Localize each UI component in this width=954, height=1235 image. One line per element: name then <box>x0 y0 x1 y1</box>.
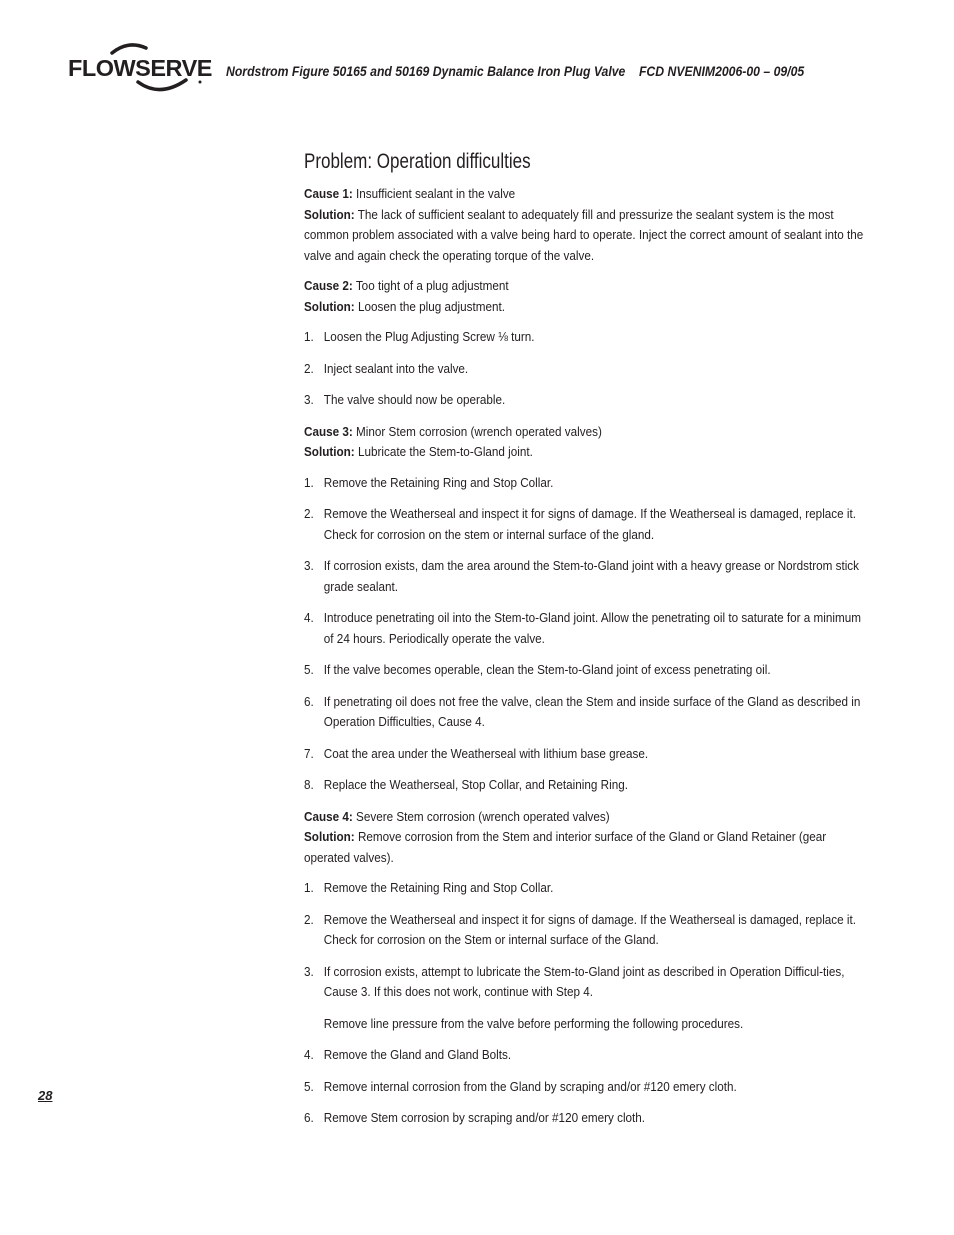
step-text: Loosen the Plug Adjusting Screw ⅛ turn. <box>323 329 535 344</box>
list-item <box>304 775 865 796</box>
step-text: Remove the Weatherseal and inspect it for signs of damage. If the Weatherseal is damaged, replace it. Check for corrosion on the stem or internal surface of the gland. <box>323 506 857 542</box>
solution-label: Solution: <box>304 829 355 844</box>
list-item <box>304 660 865 681</box>
content-body <box>304 148 865 1140</box>
cause-3-steps <box>304 473 865 796</box>
list-item <box>304 1045 865 1066</box>
step-text: If corrosion exists, attempt to lubricate the Stem-to-Gland joint as described in Operation Difficul-ties, Cause 3. If this does not work, continue with Step 4. <box>323 963 845 999</box>
list-item <box>304 504 865 545</box>
cause-2 <box>304 276 865 317</box>
cause-4-steps-a <box>304 878 865 1003</box>
list-item <box>304 910 865 951</box>
list-item <box>304 1077 865 1098</box>
list-item <box>304 556 865 597</box>
step-text: If penetrating oil does not free the valve, clean the Stem and inside surface of the Gland as described in Operation Difficulties, Cause 4. <box>323 693 861 729</box>
section-title: Problem: Operation difficulties <box>304 150 531 173</box>
list-item <box>304 1108 865 1129</box>
step-number: 6. <box>304 1110 314 1125</box>
list-item <box>304 962 865 1003</box>
solution-line <box>304 442 865 463</box>
cause-4-steps-b <box>304 1045 865 1129</box>
cause-4 <box>304 807 865 869</box>
page-number: 28 <box>38 1088 53 1103</box>
cause-line <box>304 422 865 443</box>
cause-1 <box>304 184 865 266</box>
step-text: Remove the Gland and Gland Bolts. <box>323 1047 512 1062</box>
cause-label: Cause 3: <box>304 423 353 439</box>
cause-text: Too tight of a plug adjustment <box>355 278 509 293</box>
step-number: 1. <box>304 880 314 895</box>
step-number: 2. <box>304 506 314 521</box>
step-text: Replace the Weatherseal, Stop Collar, and Retaining Ring. <box>323 777 628 792</box>
step-number: 1. <box>304 474 314 490</box>
cause-label: Cause 4: <box>304 808 353 824</box>
step-text: If corrosion exists, dam the area around the Stem-to-Gland joint with a heavy grease or Nordstrom stick grade sealant. <box>323 558 859 594</box>
solution-text: The lack of sufficient sealant to adequately fill and pressurize the sealant system is the most common problem associated with a valve being hard to operate. Inject the correct amount of sealant into the valve and again check the operating torque of the valve. <box>304 206 864 263</box>
step-number: 4. <box>304 610 314 625</box>
step-text: Remove Stem corrosion by scraping and/or #120 emery cloth. <box>323 1110 646 1125</box>
cause-text: Insufficient sealant in the valve <box>356 186 516 201</box>
cause-line <box>304 807 865 828</box>
solution-label: Solution: <box>304 444 355 459</box>
step-text: If the valve becomes operable, clean the Stem-to-Gland joint of excess penetrating oil. <box>323 662 771 677</box>
cause-3 <box>304 422 865 463</box>
step-number: 2. <box>304 911 314 927</box>
solution-text: Lubricate the Stem-to-Gland joint. <box>357 444 533 459</box>
list-item <box>304 608 865 649</box>
step-number: 4. <box>304 1047 314 1062</box>
step-text: Remove the Retaining Ring and Stop Collar. <box>323 474 554 490</box>
cause-line <box>304 184 865 205</box>
cause-label: Cause 2: <box>304 278 353 293</box>
list-item <box>304 390 865 411</box>
document-header-title: Nordstrom Figure 50165 and 50169 Dynamic Balance Iron Plug Valve FCD NVENIM2006-00 – 09/05 <box>226 64 805 79</box>
solution-text: Loosen the plug adjustment. <box>357 298 505 314</box>
warning-note: Remove line pressure from the valve before performing the following procedures. <box>323 1015 744 1031</box>
list-item <box>304 744 865 765</box>
list-item <box>304 359 865 380</box>
list-item <box>304 692 865 733</box>
step-number: 8. <box>304 777 314 792</box>
solution-line <box>304 297 865 318</box>
cause-label: Cause 1: <box>304 186 353 201</box>
step-number: 2. <box>304 360 314 376</box>
step-number: 1. <box>304 329 314 344</box>
step-number: 3. <box>304 558 314 573</box>
step-text: Remove internal corrosion from the Gland by scraping and/or #120 emery cloth. <box>323 1078 737 1094</box>
logo-text: FLOWSERVE <box>68 55 212 81</box>
flowserve-logo <box>68 42 212 94</box>
step-text: Remove the Retaining Ring and Stop Collar. <box>323 880 554 895</box>
step-text: Remove the Weatherseal and inspect it for signs of damage. If the Weatherseal is damaged, replace it. Check for corrosion on the Stem or internal surface of the Gland. <box>323 911 857 947</box>
list-item <box>304 473 865 494</box>
step-number: 5. <box>304 662 314 677</box>
solution-label: Solution: <box>304 206 355 222</box>
step-number: 5. <box>304 1078 314 1094</box>
step-text: Inject sealant into the valve. <box>323 360 469 376</box>
solution-line <box>304 205 865 267</box>
step-text: Introduce penetrating oil into the Stem-to-Gland joint. Allow the penetrating oil to saturate for a minimum of 24 hours. Periodically operate the valve. <box>323 610 862 646</box>
cause-text: Severe Stem corrosion (wrench operated valves) <box>356 808 610 824</box>
cause-line <box>304 276 865 297</box>
solution-line <box>304 827 865 868</box>
list-item <box>304 878 865 899</box>
step-text: Coat the area under the Weatherseal with lithium base grease. <box>323 745 649 761</box>
main-content <box>304 148 866 1140</box>
step-number: 7. <box>304 745 314 761</box>
step-number: 3. <box>304 963 314 979</box>
cause-2-steps <box>304 327 865 411</box>
step-text: The valve should now be operable. <box>323 392 506 407</box>
list-item <box>304 327 865 348</box>
step-number: 3. <box>304 392 314 407</box>
step-number: 6. <box>304 693 314 709</box>
solution-label: Solution: <box>304 298 355 314</box>
solution-text: Remove corrosion from the Stem and interior surface of the Gland or Gland Retainer (gear operated valves). <box>304 829 827 865</box>
cause-text: Minor Stem corrosion (wrench operated valves) <box>356 423 602 439</box>
